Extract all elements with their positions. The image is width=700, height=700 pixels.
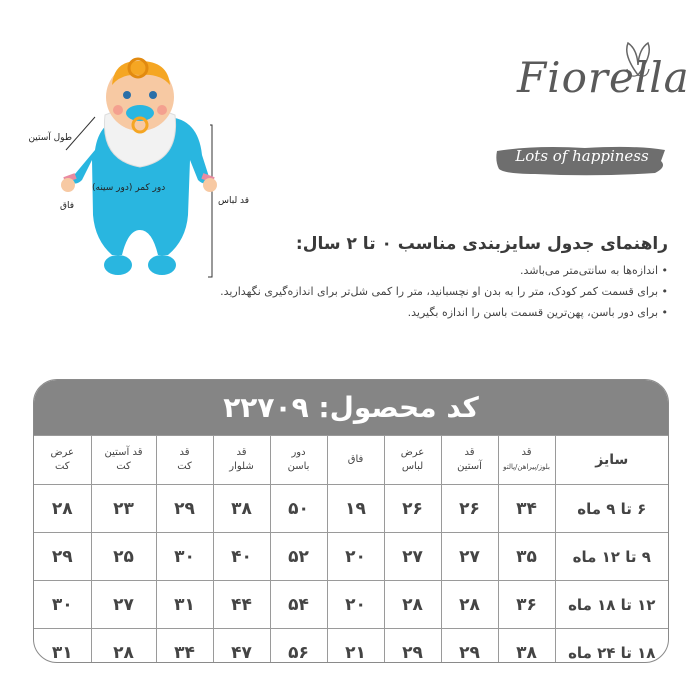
brand-tagline: Lots of happiness: [515, 147, 649, 165]
product-code: کد محصول: ۲۲۷۰۹: [34, 380, 668, 435]
cell: ۲۸: [441, 581, 498, 629]
cell: ۴۴: [213, 581, 270, 629]
header-size: سایز: [555, 436, 668, 485]
cell-size: ۹ تا ۱۲ ماه: [555, 533, 668, 581]
header-jacket-length: قد کت: [156, 436, 213, 485]
cell: ۵۲: [270, 533, 327, 581]
header-jacket-sleeve: قد آستین کت: [91, 436, 156, 485]
cell: ۲۸: [384, 581, 441, 629]
cell: ۳۵: [498, 533, 555, 581]
cell: ۵۰: [270, 485, 327, 533]
cell: ۲۸: [34, 485, 91, 533]
cell: ۴۰: [213, 533, 270, 581]
cell: ۲۷: [441, 533, 498, 581]
header-hip: دور باسن: [270, 436, 327, 485]
note-hip: • برای دور باسن، پهن‌ترین قسمت باسن را اندازه بگیرید.: [407, 306, 668, 319]
header-garment-width: عرض لباس: [384, 436, 441, 485]
cell: ۳۰: [156, 533, 213, 581]
table-row: [34, 533, 668, 581]
table-row: [34, 581, 668, 629]
cell: ۲۵: [91, 533, 156, 581]
cell: ۲۷: [91, 581, 156, 629]
cell: ۲۹: [384, 629, 441, 664]
brand-name: Fiorella: [517, 53, 690, 102]
cell: ۱۹: [327, 485, 384, 533]
header-sleeve-length: قد آستین: [441, 436, 498, 485]
cell: ۳۱: [156, 581, 213, 629]
header-crotch: فاق: [327, 436, 384, 485]
cell: ۳۸: [213, 485, 270, 533]
note-units: • اندازه‌ها به سانتی‌متر می‌باشد.: [520, 264, 668, 277]
size-table-card: [33, 379, 669, 663]
table-row: [34, 629, 668, 664]
cell: ۲۱: [327, 629, 384, 664]
cell: ۲۶: [384, 485, 441, 533]
table-row: [34, 485, 668, 533]
label-crotch: فاق: [59, 201, 74, 211]
cell: ۲۹: [34, 533, 91, 581]
header-pants-length: قد شلوار: [213, 436, 270, 485]
cell: ۳۰: [34, 581, 91, 629]
cell-size: ۱۸ تا ۲۴ ماه: [555, 629, 668, 664]
header-jacket-width: عرض کت: [34, 436, 91, 485]
cell: ۴۷: [213, 629, 270, 664]
brand-logo: [495, 35, 690, 185]
label-garment-height: قد لباس: [218, 196, 250, 206]
header-top-length: قد بلوز/پیراهن/پالتو: [498, 436, 555, 485]
cell: ۲۹: [156, 485, 213, 533]
cell: ۳۴: [156, 629, 213, 664]
cell: ۲۶: [441, 485, 498, 533]
cell: ۵۶: [270, 629, 327, 664]
cell: ۲۰: [327, 581, 384, 629]
cell: ۲۹: [441, 629, 498, 664]
cell: ۳۴: [498, 485, 555, 533]
cell-size: ۱۲ تا ۱۸ ماه: [555, 581, 668, 629]
cell: ۲۸: [91, 629, 156, 664]
cell: ۵۴: [270, 581, 327, 629]
table-header-row: [34, 436, 668, 485]
cell: ۳۶: [498, 581, 555, 629]
size-guide-notes: [188, 234, 668, 323]
size-table: [34, 435, 668, 663]
label-waist: دور کمر (دور سینه): [92, 183, 166, 193]
label-sleeve-length: طول آستین: [28, 133, 72, 143]
cell: ۲۳: [91, 485, 156, 533]
cell-size: ۶ تا ۹ ماه: [555, 485, 668, 533]
guide-title: راهنمای جدول سایزبندی مناسب ۰ تا ۲ سال:: [295, 234, 668, 254]
note-waist: • برای قسمت کمر کودک، متر را به بدن او نچسبانید، متر را کمی شل‌تر برای اندازه‌گیری نگهدارید.: [220, 285, 668, 298]
cell: ۳۸: [498, 629, 555, 664]
cell: ۳۱: [34, 629, 91, 664]
cell: ۲۷: [384, 533, 441, 581]
cell: ۲۰: [327, 533, 384, 581]
